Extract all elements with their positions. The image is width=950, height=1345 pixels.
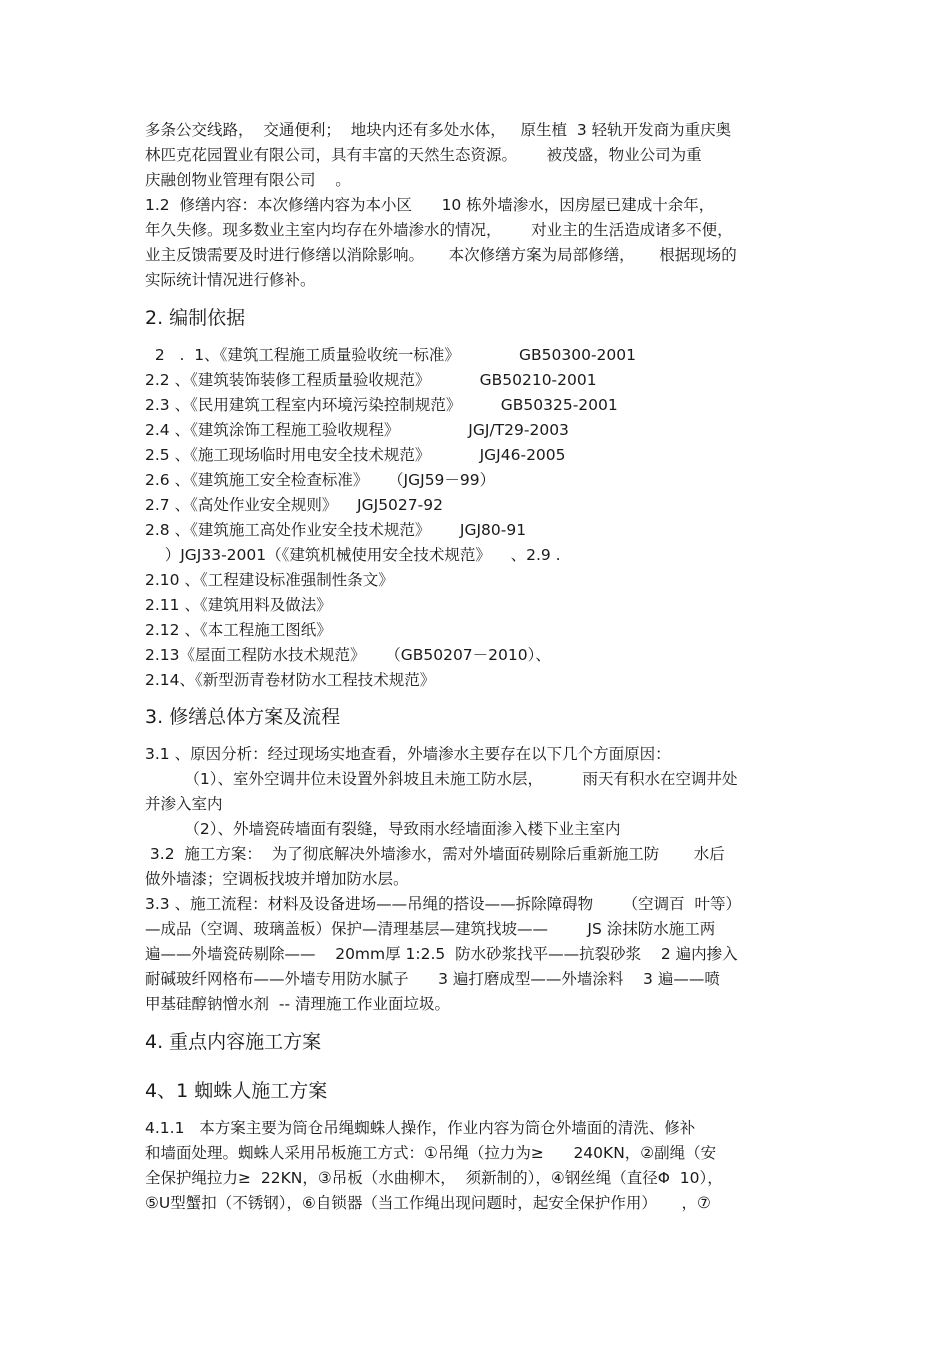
intro-line: 业主反馈需要及时进行修缮以消除影响。 本次修缮方案为局部修缮， 根据现场的 xyxy=(145,246,737,264)
reference-item: 2.10 、《工程建设标准强制性条文》 xyxy=(145,571,394,589)
body-line: 遍——外墙瓷砖剔除—— 20mm厚 1:2.5 防水砂浆找平——抗裂砂浆 2 遍内掺入 xyxy=(145,945,738,963)
reference-item: ）JGJ33-2001（《建筑机械使用安全技术规范》 、2.9 . xyxy=(145,546,561,564)
body-line: 3.2 施工方案： 为了彻底解决外墙渗水，需对外墙面砖剔除后重新施工防 水后 xyxy=(145,845,725,863)
reference-item: 2.3 、《民用建筑工程室内环境污染控制规范》 GB50325-2001 xyxy=(145,396,618,414)
section-heading: 2. 编制依据 xyxy=(145,307,246,329)
subsection-heading: 4、1 蜘蛛人施工方案 xyxy=(145,1080,328,1102)
body-line: 全保护绳拉力≥ 22KN，③吊板（水曲柳木， 须新制的），④钢丝绳（直径Φ 10）， xyxy=(145,1169,723,1187)
intro-line: 年久失修。现多数业主室内均存在外墙渗水的情况， 对业主的生活造成诸多不便， xyxy=(145,221,733,239)
body-line: （2）、外墙瓷砖墙面有裂缝，导致雨水经墙面渗入楼下业主室内 xyxy=(145,820,621,838)
intro-line: 1.2 修缮内容：本次修缮内容为本小区 10 栋外墙渗水，因房屋已建成十余年， xyxy=(145,196,715,214)
reference-item: 2.12 、《本工程施工图纸》 xyxy=(145,621,332,639)
reference-item: 2.14、《新型沥青卷材防水工程技术规范》 xyxy=(145,671,436,689)
intro-line: 实际统计情况进行修补。 xyxy=(145,271,316,289)
reference-item: 2.11 、《建筑用料及做法》 xyxy=(145,596,332,614)
reference-item: 2.8 、《建筑施工高处作业安全技术规范》 JGJ80-91 xyxy=(145,521,527,539)
body-line: 4.1.1 本方案主要为筒仓吊绳蜘蛛人操作，作业内容为筒仓外墙面的清洗、修补 xyxy=(145,1119,696,1137)
body-line: 并渗入室内 xyxy=(145,795,223,813)
reference-item: 2.7 、《高处作业安全规则》 JGJ5027-92 xyxy=(145,496,443,514)
body-line: ⑤U型蟹扣（不锈钢），⑥自锁器（当工作绳出现问题时，起安全保护作用） ，⑦ xyxy=(145,1194,711,1212)
body-line: 3.1 、原因分析：经过现场实地查看，外墙渗水主要存在以下几个方面原因： xyxy=(145,745,671,763)
intro-line: 林匹克花园置业有限公司，具有丰富的天然生态资源。 被茂盛，物业公司为重 xyxy=(145,146,702,164)
body-line: 3.3 、施工流程：材料及设备进场——吊绳的搭设——拆除障碍物 （空调百 叶等） xyxy=(145,895,741,913)
reference-item: 2 . 1、《建筑工程施工质量验收统一标准》 GB50300-2001 xyxy=(145,346,637,364)
body-line: 耐碱玻纤网格布——外墙专用防水腻子 3 遍打磨成型——外墙涂料 3 遍——喷 xyxy=(145,970,720,988)
body-line: （1）、室外空调井位未设置外斜坡且未施工防水层， 雨天有积水在空调井处 xyxy=(145,770,738,788)
reference-item: 2.2 、《建筑装饰装修工程质量验收规范》 GB50210-2001 xyxy=(145,371,597,389)
intro-line: 多条公交线路， 交通便利； 地块内还有多处水体， 原生植 3 轻轨开发商为重庆奥 xyxy=(145,121,732,139)
reference-item: 2.13《屋面工程防水技术规范》 （GB50207－2010）、 xyxy=(145,646,551,664)
body-line: 和墙面处理。蜘蛛人采用吊板施工方式：①吊绳（拉力为≥ 240KN，②副绳（安 xyxy=(145,1144,717,1162)
body-line: 做外墙漆；空调板找坡并增加防水层。 xyxy=(145,870,409,888)
reference-item: 2.6 、《建筑施工安全检查标准》 （JGJ59－99） xyxy=(145,471,496,489)
section-heading: 3. 修缮总体方案及流程 xyxy=(145,706,341,728)
body-line: 甲基硅醇钠憎水剂 -- 清理施工作业面垃圾。 xyxy=(145,995,450,1013)
section-heading: 4. 重点内容施工方案 xyxy=(145,1031,322,1053)
reference-item: 2.4 、《建筑涂饰工程施工验收规程》 JGJ/T29-2003 xyxy=(145,421,569,439)
reference-item: 2.5 、《施工现场临时用电安全技术规范》 JGJ46-2005 xyxy=(145,446,566,464)
body-line: —成品（空调、玻璃盖板）保护—清理基层—建筑找坡—— JS 涂抹防水施工两 xyxy=(145,920,716,938)
intro-line: 庆融创物业管理有限公司 。 xyxy=(145,171,351,189)
